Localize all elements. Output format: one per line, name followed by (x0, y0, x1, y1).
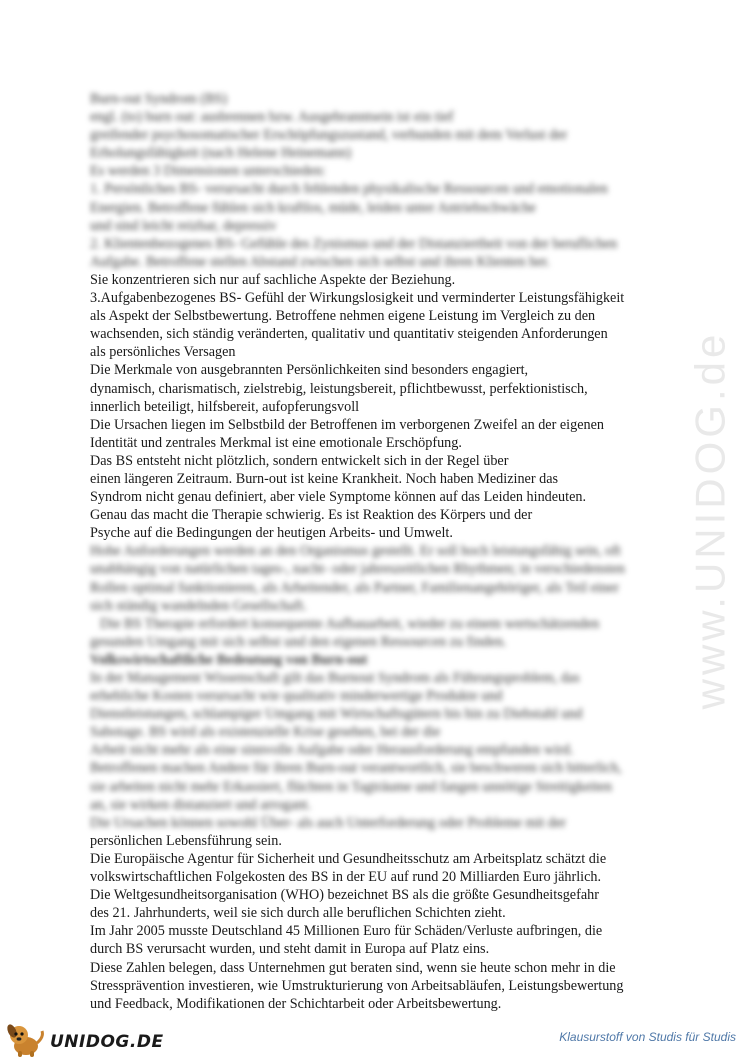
text-line: sie arbeiten nicht mehr Erkassiert, flüchten in Tagträume und fangen unnötige Streitigkeiten (90, 778, 612, 795)
text-line: einen längeren Zeitraum. Burn-out ist keine Krankheit. Noch haben Mediziner das (90, 470, 559, 487)
text-line: In der Management Wissenschaft gilt das Burnout Syndrom als Führungsproblem, das (90, 670, 580, 686)
text-line: Dienstleistungen, schlampiger Umgang mit Wirtschaftsgütern bis hin zu Diebstahl und (90, 706, 583, 723)
text-line: Aufgabe. Betroffene stellen Abstand zwischen sich selbst und ihren Klienten her. (90, 253, 550, 270)
document-body (90, 90, 675, 1013)
section-heading: Volkswirtschaftliche Bedeutung von Burn-out (90, 651, 368, 668)
text-line: Rollen optimal funktionieren, als Arbeitender, als Partner, Familienangehöriger, als Teil einer (90, 579, 619, 596)
text-line: gesunden Umgang mit sich selbst und den eigenen Ressourcen zu finden. (90, 633, 507, 650)
watermark-text: www.UNIDOG.de (686, 330, 734, 710)
unidog-logo[interactable] (4, 1022, 174, 1062)
text-line: innerlich beteiligt, hilfsbereit, aufopferungsvoll (90, 398, 360, 415)
text-line: Genau das macht die Therapie schwierig. Es ist Reaktion des Körpers und der (90, 507, 533, 524)
text-line: sich ständig wandelnden Gesellschaft. (90, 597, 307, 614)
text-line: Die Ursachen können sowohl Über- als auch Unterforderung oder Probleme mit der (90, 814, 567, 831)
text-line: Identität und zentrales Merkmal ist eine emotionale Erschöpfung. (90, 434, 462, 451)
logo-text: UNIDOG.DE (50, 1032, 164, 1052)
text-line: erhebliche Kosten verursacht wie qualitativ minderwertige Produkte und (90, 688, 503, 705)
text-line: 2. Klientenbezogenes BS- Gefühle des Zynismus und der Distanziertheit von der beruflichen (90, 235, 618, 252)
text-line: durch BS verursacht wurden, und steht damit in Europa auf Platz eins. (90, 941, 490, 958)
text-line: greifender psychosomatischer Erschöpfungszustand, verbunden mit dem Verlust der (90, 127, 568, 144)
visible-section-bottom (90, 832, 675, 1013)
text-line: engl. (to) burn out: ausbrennen bzw. Ausgebranntsein ist ein tief (90, 109, 454, 126)
text-line: Die Ursachen liegen im Selbstbild der Betroffenen im verborgenen Zweifel an der eigenen (90, 416, 604, 433)
text-line: und sind leicht reizbar, depressiv (90, 217, 277, 234)
text-line: volkswirtschaftlichen Folgekosten des BS in der EU auf rund 20 Milliarden Euro jährlich. (90, 869, 602, 886)
text-line: Die Weltgesundheitsorganisation (WHO) bezeichnet BS als die größte Gesundheitsgefahr (90, 887, 599, 904)
text-line: Es werden 3 Dimensionen unterschieden: (90, 163, 326, 180)
text-line: Die Europäische Agentur für Sicherheit und Gesundheitsschutz am Arbeitsplatz schätzt die (90, 850, 607, 867)
text-line: Betroffenen machen Andere für ihren Burn-out verantwortlich, sie beschweren sich bitterlich, (90, 760, 622, 777)
text-line: 3.Aufgabenbezogenes BS- Gefühl der Wirkungslosigkeit und verminderter Leistungsfähigkeit (90, 290, 625, 307)
text-line: als persönliches Versagen (90, 344, 236, 361)
text-line: Die BS Therapie erfordert konsequente Aufbauarbeit, wieder zu einem wertschätzenden (100, 615, 600, 632)
watermark (686, 300, 734, 740)
text-line: Sabotage. BS wird als existenzielle Krise gesehen, bei der die (90, 724, 441, 741)
text-line: Die Merkmale von ausgebrannten Persönlichkeiten sind besonders engagiert, (90, 362, 529, 379)
text-line: persönlichen Lebensführung sein. (90, 832, 282, 849)
text-line: an, sie wirken distanziert und arrogant. (90, 796, 312, 813)
text-line: Sie konzentrieren sich nur auf sachliche Aspekte der Beziehung. (90, 271, 456, 288)
text-line: als Aspekt der Selbstbewertung. Betroffene nehmen eigene Leistung im Vergleich zu den (90, 308, 596, 325)
text-line: 1. Persönliches BS- verursacht durch fehlenden physikalische Ressourcen und emotionalen (90, 181, 608, 198)
blurred-section-top (90, 90, 675, 271)
text-line: Diese Zahlen belegen, dass Unternehmen gut beraten sind, wenn sie heute schon mehr in die (90, 959, 616, 976)
text-line: Psyche auf die Bedingungen der heutigen Arbeits- und Umwelt. (90, 525, 453, 542)
visible-section-middle (90, 271, 675, 542)
text-line: Erholungsfähigkeit (nach Helene Heinemann) (90, 145, 352, 162)
dog-mascot-icon (4, 1021, 46, 1064)
footer-slogan: Klausurstoff von Studis für Studis (559, 1030, 736, 1044)
text-line: Syndrom nicht genau definiert, aber viele Symptome können auf das Leiden hindeuten. (90, 489, 587, 506)
text-line: Arbeit nicht mehr als eine sinnvolle Aufgabe oder Herausforderung empfunden wird. (90, 742, 574, 759)
text-line: Burn-out Syndrom (BS) (90, 91, 228, 107)
text-line: Stressprävention investieren, wie Umstrukturierung von Arbeitsabläufen, Leistungsbewertung (90, 977, 624, 994)
text-line: wachsenden, sich ständig veränderten, qualitativ und quantitativ steigenden Anforderungen (90, 326, 608, 343)
text-line: Energien. Betroffene fühlen sich kraftlos, müde, leiden unter Antriebschwäche (90, 199, 536, 216)
text-line: Hohe Anforderungen werden an den Organismus gestellt. Er soll hoch leistungsfähig sein, oft (90, 543, 621, 560)
text-line: und Feedback, Modifikationen der Schichtarbeit oder Arbeitsbewertung. (90, 995, 502, 1012)
blurred-section-middle (90, 542, 675, 832)
text-line: Im Jahr 2005 musste Deutschland 45 Millionen Euro für Schäden/Verluste aufbringen, die (90, 923, 603, 940)
text-line: des 21. Jahrhunderts, weil sie sich durch alle beruflichen Schichten zieht. (90, 905, 506, 922)
text-line: dynamisch, charismatisch, zielstrebig, leistungsbereit, pflichtbewusst, perfektionistisch, (90, 380, 588, 397)
text-line: unabhängig von natürlichen tages-, nacht- oder jahreszeitlichen Rhythmen; in verschiedensten (90, 561, 626, 578)
text-line: Das BS entsteht nicht plötzlich, sondern entwickelt sich in der Regel über (90, 452, 509, 469)
